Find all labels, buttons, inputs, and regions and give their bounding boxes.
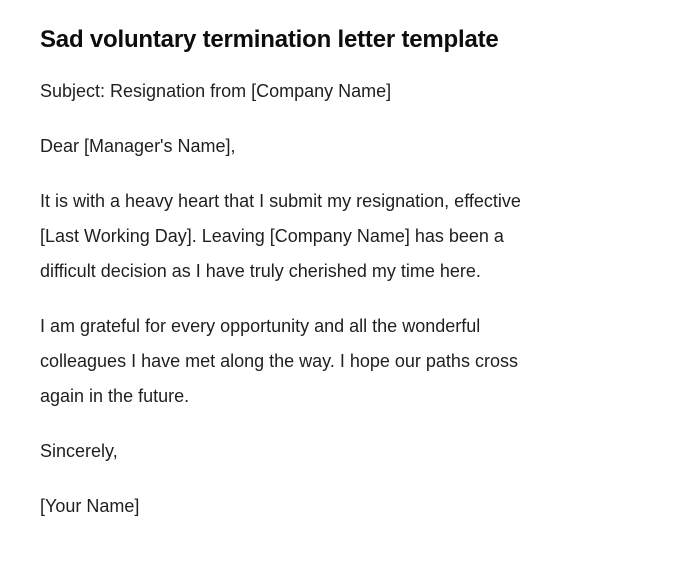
page-title: Sad voluntary termination letter template xyxy=(40,26,499,53)
body-paragraph-2: I am grateful for every opportunity and all the wonderful colleagues I have met along the way. I hope our paths cross again in the future. xyxy=(40,316,518,406)
body-paragraph-1: It is with a heavy heart that I submit my resignation, effective [Last Working Day]. Leaving [Company Name] has been a difficult decision as I have truly cherished my time here. xyxy=(40,191,521,281)
closing-line: Sincerely, xyxy=(40,441,118,461)
subject-line: Subject: Resignation from [Company Name] xyxy=(40,81,392,101)
signature-placeholder: [Your Name] xyxy=(40,496,140,516)
salutation-line: Dear [Manager's Name], xyxy=(40,136,236,156)
